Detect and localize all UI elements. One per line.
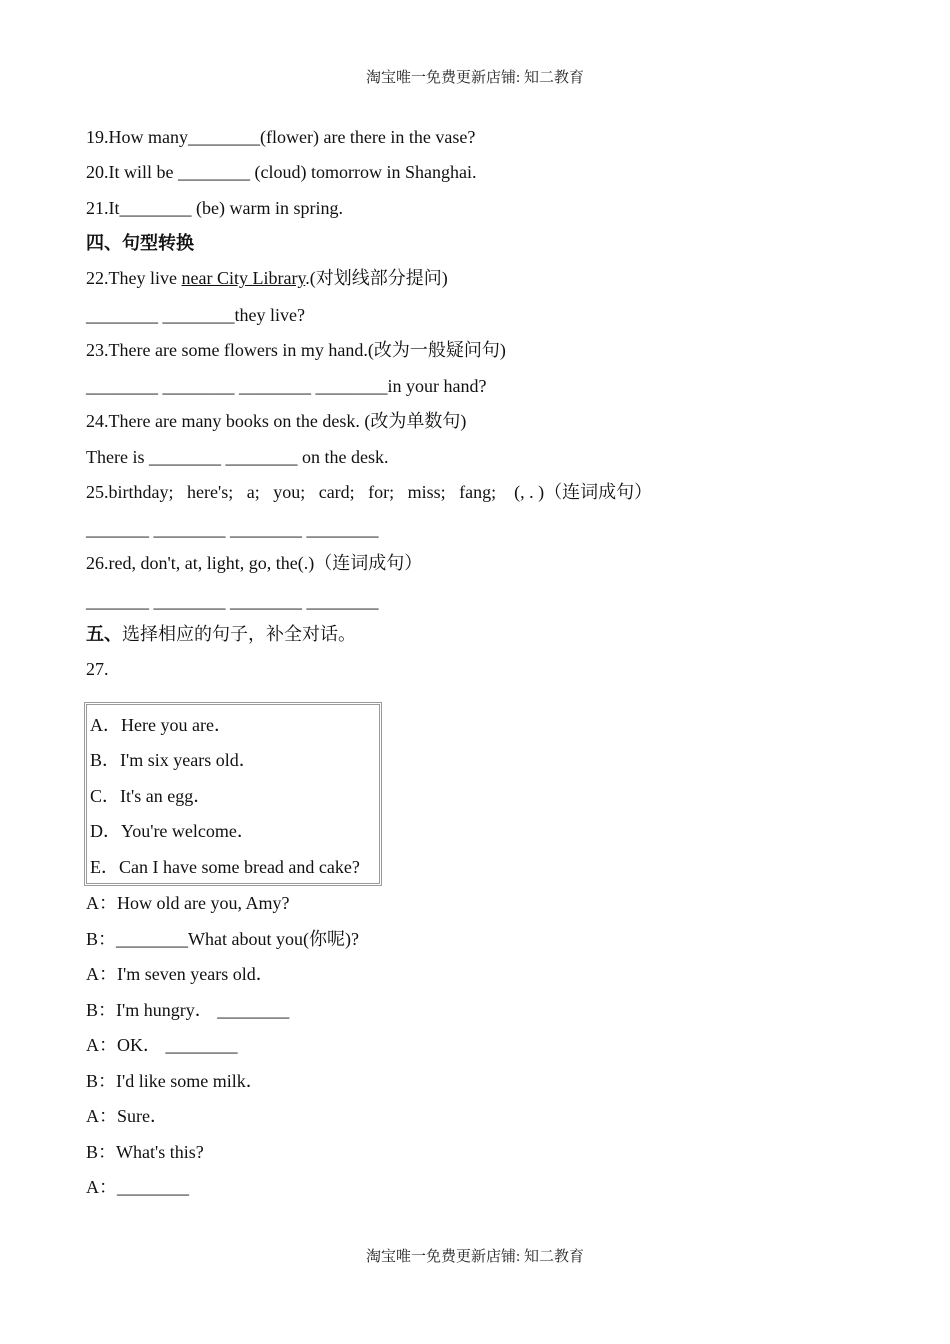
answer-25: _______ ________ ________ ________ bbox=[86, 519, 379, 539]
option-d: D．You're welcome． bbox=[90, 821, 255, 841]
section-4-heading: 四、句型转换 bbox=[86, 233, 194, 253]
answer-24: There is ________ ________ on the desk. bbox=[86, 447, 389, 467]
question-22 bbox=[86, 267, 448, 289]
question-22-instruction: .(对划线部分提问) bbox=[305, 268, 448, 288]
dialogue-line: A：________ bbox=[86, 1177, 189, 1197]
option-b: B．I'm six years old． bbox=[90, 750, 257, 770]
dialogue-line: A：I'm seven years old． bbox=[86, 964, 274, 984]
question-25: 25.birthday; here's; a; you; card; for; miss; fang; (, . )（连词成句） bbox=[86, 482, 653, 502]
question-21: 21.It________ (be) warm in spring. bbox=[86, 198, 343, 218]
question-23: 23.There are some flowers in my hand.(改为一般疑问句) bbox=[86, 340, 506, 360]
question-26: 26.red, don't, at, light, go, the(.)（连词成句） bbox=[86, 553, 423, 573]
page-header: 淘宝唯一免费更新店铺: 知二教育 bbox=[366, 70, 584, 86]
dialogue-line: B：I'm hungry． ________ bbox=[86, 1000, 290, 1020]
question-27: 27. bbox=[86, 659, 109, 679]
section-5-heading bbox=[86, 623, 356, 645]
section-5-number: 五、 bbox=[86, 624, 122, 644]
option-c: C．It's an egg． bbox=[90, 786, 212, 806]
dialogue-line: B：I'd like some milk． bbox=[86, 1071, 264, 1091]
dialogue-line: A：OK． ________ bbox=[86, 1035, 238, 1055]
question-22-text: 22.They live bbox=[86, 268, 182, 288]
dialogue-line: B：________What about you(你呢)? bbox=[86, 929, 359, 949]
option-e: E．Can I have some bread and cake? bbox=[90, 857, 360, 877]
question-20: 20.It will be ________ (cloud) tomorrow in Shanghai. bbox=[86, 162, 477, 182]
answer-22: ________ ________they live? bbox=[86, 305, 305, 325]
question-22-underlined: near City Library bbox=[181, 268, 306, 288]
answer-23: ________ ________ ________ ________in your hand? bbox=[86, 376, 487, 396]
options-box bbox=[84, 702, 382, 886]
page-footer: 淘宝唯一免费更新店铺: 知二教育 bbox=[366, 1249, 584, 1265]
dialogue-line: A：How old are you, Amy? bbox=[86, 893, 290, 913]
dialogue-line: A：Sure． bbox=[86, 1106, 168, 1126]
dialogue-line: B：What's this? bbox=[86, 1142, 204, 1162]
question-24: 24.There are many books on the desk. (改为单数句) bbox=[86, 411, 467, 431]
option-a: A．Here you are． bbox=[90, 715, 232, 735]
answer-26: _______ ________ ________ ________ bbox=[86, 591, 379, 611]
section-5-title: 选择相应的句子，补全对话。 bbox=[122, 624, 356, 644]
question-19: 19.How many________(flower) are there in the vase? bbox=[86, 127, 476, 147]
